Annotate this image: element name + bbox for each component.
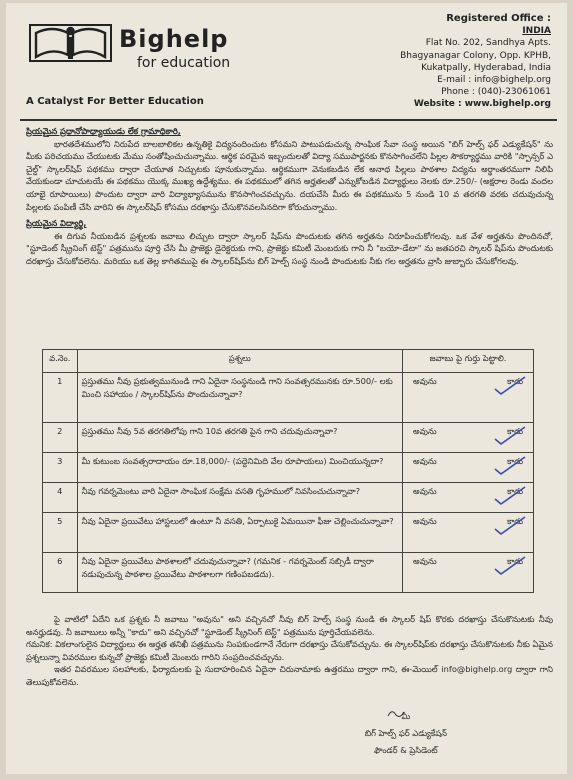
table-row (43, 453, 534, 483)
table-row (43, 513, 534, 553)
sign-by: మీ (401, 711, 411, 721)
table-header-row (43, 350, 534, 373)
registered-office (331, 13, 551, 111)
answer-cell (403, 453, 534, 483)
office-address-line: Flat No. 202, Sandhya Apts. (425, 38, 551, 49)
table-row (43, 553, 534, 593)
office-country: INDIA (522, 26, 551, 37)
salutation-headmaster: ప్రియమైన ప్రధానోపాధ్యాయుడు లేక గ్రామాధికారి, (26, 126, 181, 136)
checkmark-icon (489, 485, 529, 507)
header-serial: వ.నెం. (43, 350, 78, 373)
question-text: మీ కుటుంబ సంవత్సరాదాయం రూ.18,000/- (పద్దెనిమిది వేల రూపాయలు) మించియున్నదా? (77, 453, 402, 483)
office-address-line: Kukatpally, Hyderabad, India (421, 62, 551, 73)
intro-paragraph: భారతదేశములోని నిరుపేద బాలబాలికల ఉన్నతికై విద్యనందించుట కోసమని పాటుపడుచున్న సాంఘిక సేవా సంస్థ అయిన "బిగ్ హెల్ప్ ఫర్ ఎడ్యుకేషన్" ను మీకు పరిచయము చేయుటకు మేము సంతోషించుచున్నాము. ఆర్థిక పరమైన ఇబ్బందులతో విద్యా సముపార్జనకు కొనసాగించలేని పిల్లల సౌకర్యార్థము వారికి "స్పాన్సర్ ఎ చైల్డ్" స్కాలర్‌షిప్ పథకము ద్వారా చేయూత నిచ్చుటకు పూనుకున్నాము. ఆర్థికముగా వెనుకబడిన లేక అనాధ పిల్లలు పాఠశాల విద్యను అర్థాంతరముగా నిలిపి వేయకుండా చూచుటయే ఈ పథకము యొక్క ముఖ్య ఉద్దేశ్యము. ఈ పథకములో తగిన అర్హతలతో ఎన్నుకోబడిన విద్యార్థులు నెలకు రూ.250/- (అక్షరాల రెండు వందల యాభై రూపాయిలు) పొందుట ద్వారా వారి విద్యాభ్యాసమును కొనసాగించవచ్చును. దయచేసి మీరు ఈ పథకమును 5 నుండి 10 వ తరగతి వరకు చదువుచున్న పిల్లలకు పంపిణీ చేసి వారిని ఈ స్కాలర్‌షిప్ కోసము దరఖాస్తు చేసుకొనవలసినదిగా కోరుచున్నాము. (26, 138, 553, 212)
question-text: ప్రస్తుతము నీవు 5వ తరగతిలోపు గాని 10వ తరగతి పైన గాని చదువుచున్నావా? (77, 423, 402, 453)
letter-body (26, 125, 553, 272)
bighelp-logo-icon (28, 21, 113, 65)
checkmark-icon (489, 375, 529, 397)
instructions-paragraph: ఈ దిగువ నీయబడిన ప్రశ్నలకు జవాబు లిచ్చుట ద్వారా స్కాలర్ షిప్‌ను పొందుటకు తగిన అర్హతను నిరూపించుకోగలవు. ఒక వేళ అర్హతను పొందినచో, "స్టూడెంట్ స్క్రీనింగ్ టెస్ట్" పత్రమును పూర్తి చేసి మీ ప్రాజెక్టు డైరెక్టరుకు గాని, ప్రాజెక్టు కమిటీ మెంబరుకు గాని నీ "బయో-డేటా" ను జతపరచి స్కాలర్ షిప్‌ను పొందుటకు దరఖాస్తు చేసుకోవలెను. మరియు ఒక తెల్ల కాగితముపై ఈ స్కాలర్‌షిప్‌ను బిగ్ హెల్ప్ సంస్థ నుండి పొందుటకు నీకు గల అర్హతను వ్రాసి జుబ్బారు చేసుకోగలవు. (26, 230, 553, 266)
question-text: ప్రస్తుతము నీవు ప్రభుత్వమునుండి గాని ఏదైనా సంస్థనుండి గాని సంవత్సరమునకు రూ.500/- లకు మించి సహాయం / స్కాలర్‌షిప్‌ను పొందుచున్నావా? (77, 373, 402, 423)
answer-cell (403, 483, 534, 513)
answer-yes[interactable]: అవును (413, 376, 437, 386)
question-text: నీవు గవర్నమెంటు వారి ఏదైనా సాంఘిక సంక్షేమ వసతి గృహములో నివసించుచున్నావా? (77, 483, 402, 513)
answer-yes[interactable]: అవును (413, 426, 437, 436)
tagline: A Catalyst For Better Education (26, 96, 204, 107)
answer-no[interactable]: కాదు (507, 456, 523, 466)
question-number: 3 (43, 453, 78, 483)
salutation-student: ప్రియమైన విద్యార్థి, (26, 218, 87, 229)
question-number: 6 (43, 553, 78, 593)
checkmark-icon (489, 455, 529, 477)
question-number: 1 (43, 373, 78, 423)
sign-organization: బిగ్ హెల్ప్ ఫర్ ఎడ్యుకేషన్ (364, 728, 447, 738)
checkmark-icon (489, 425, 529, 447)
question-text: నీవు ఏదైనా ప్రయివేటు హాస్టలులో ఉంటూ నీ వసతి, ఏర్పాటుకై ఏమయినా ఫీజు చెల్లించుచున్నావా? (77, 513, 402, 553)
answer-no[interactable]: కాదు (507, 516, 523, 526)
answer-yes[interactable]: అవును (413, 486, 437, 496)
answer-cell (403, 553, 534, 593)
contact-paragraph: ఇతర వివరముల సలహాలకు, ఫిర్యాదులకు పై సుదాహరించిన ఏదైనా చిరునామాకు ఉత్తరము ద్వారా గాని, ఈ-మెయిల్ info@bighelp.org ద్వారా గాని తెలుపుకోవలెను. (26, 664, 553, 687)
question-number: 4 (43, 483, 78, 513)
brand-name: Bighelp (119, 25, 229, 53)
question-number: 2 (43, 423, 78, 453)
header-questions: ప్రశ్నలు (77, 350, 402, 373)
office-address-line: Bhagyanagar Colony, Opp. KPHB, (400, 50, 551, 61)
table-row (43, 373, 534, 423)
closing-text (26, 613, 553, 689)
checkmark-icon (489, 555, 529, 577)
answer-no[interactable]: కాదు (507, 556, 523, 566)
sign-title: ఫౌండర్ & ప్రెసిడెంట్ (373, 745, 438, 755)
brand-subtitle: for education (137, 55, 231, 71)
header-divider (20, 119, 557, 121)
question-text: నీవు ఏదైనా ప్రయివేటు పాఠశాలలో చదువుచున్నావా? (గమనిక - గవర్నమెంట్ సబ్సిడీ ద్వారా నడుపుచున్న పాఠశాల ప్రయివేటు పాఠశాలగా గణింపబడదు). (77, 553, 402, 593)
answer-cell (403, 513, 534, 553)
answer-yes[interactable]: అవును (413, 556, 437, 566)
office-phone: Phone : (040)-23061061 (441, 87, 551, 98)
table-row (43, 483, 534, 513)
disqualification-paragraph: పై వాటిలో ఏదేని ఒక ప్రశ్నకు నీ జవాబు "అవును" అని వచ్చినచో నీవు బిగ్ హెల్ప్ సంస్థ నుండి ఈ స్కాలర్ షిప్ కొరకు దరఖాస్తు చేసుకొనుటకు నీవు అనర్హుడవు. నీ జవాబులు అన్నీ "కాదు" అని వచ్చినచో "స్టూడెంట్ స్క్రీనింగ్ టెస్ట్" పత్రమును పూర్తిచేయవలెను. (26, 614, 553, 637)
answer-yes[interactable]: అవును (413, 516, 437, 526)
note-paragraph: గమనిక: వికలాంగులైన విద్యార్థులు ఈ అర్హత తనిఖీ పత్రమును నింపకుండగానే నేరుగా దరఖాస్తు చేసుకోవచ్చును. ఈ స్కాలర్‌షిప్‌కు దరఖాస్తు చేసుకొనుటకు నీకు ఏమైన ప్రశ్నలున్నా వివరముల కున్నచో ప్రాజెక్టు కమిటీ మెంబరు గారిని సంప్రదించవచ్చును. (26, 639, 553, 662)
answer-no[interactable]: కాదు (507, 376, 523, 386)
eligibility-table (42, 349, 534, 593)
header-answer: జవాబు పై గుర్తు పెట్టాలి. (403, 350, 534, 373)
answer-cell (403, 423, 534, 453)
letter-page (6, 3, 567, 774)
office-title: Registered Office : (446, 13, 551, 24)
signature-block (365, 708, 447, 759)
answer-no[interactable]: కాదు (507, 486, 523, 496)
answer-no[interactable]: కాదు (507, 426, 523, 436)
checkmark-icon (489, 515, 529, 537)
answer-yes[interactable]: అవును (413, 456, 437, 466)
table-row (43, 423, 534, 453)
office-website: Website : www.bighelp.org (413, 99, 551, 110)
answer-cell (403, 373, 534, 423)
question-number: 5 (43, 513, 78, 553)
office-email: E-mail : info@bighelp.org (437, 75, 551, 86)
